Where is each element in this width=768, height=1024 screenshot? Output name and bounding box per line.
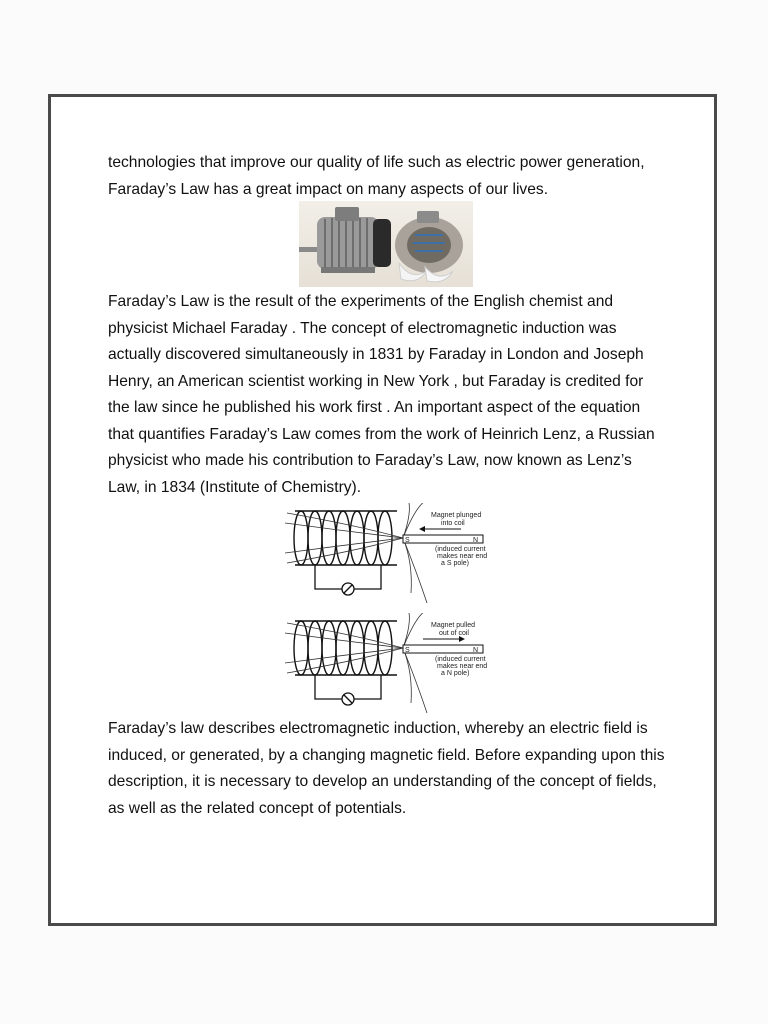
motors-illustration (299, 201, 473, 287)
paragraph-description: Faraday’s law describes electromagnetic induction, whereby an electric field is induced, or generated, by a changing magnetic field. Before expanding upon this description, it is necessary to develop an understanding of the concept of fields, as well as the related concept of potentials. (108, 720, 665, 817)
pole-n-label: N (473, 537, 479, 544)
diagram-label-1: Magnet pulled (431, 622, 475, 629)
diagram-label-2: into coil (441, 520, 465, 527)
pole-s-label: S (405, 537, 410, 544)
page-frame (48, 94, 717, 926)
paragraph-history: Faraday’s Law is the result of the experiments of the English chemist and physicist Michael Faraday . The concept of electromagnetic induction was actually discovered simultaneously in 1831 by Faraday in London and Joseph Henry, an American scientist working in New York , but Faraday is credited for the law since he published his work first . An important aspect of the equation that quantifies Faraday’s Law comes from the work of Heinrich Lenz, a Russian physicist who made his contribution to Faraday’s Law, now known as Lenz’s Law, in 1834 (Institute of Chemistry). (108, 293, 655, 496)
pole-n-label: N (473, 647, 479, 654)
induction-diagram-pulled (285, 613, 495, 713)
electric-motors-photo (299, 201, 473, 287)
diagram-note-3: a S pole) (441, 560, 470, 567)
diagram-note-3: a N pole) (441, 670, 470, 677)
pole-s-label: S (405, 647, 410, 654)
diagram-label-2: out of coil (439, 630, 469, 637)
diagram-label-1: Magnet plunged (431, 512, 482, 519)
diagram-note-2: makes near end (437, 553, 488, 560)
diagram-note-2: makes near end (437, 663, 488, 670)
diagram-note-1: (induced current (435, 546, 486, 553)
diagram-note-1: (induced current (435, 656, 486, 663)
paragraph-intro: technologies that improve our quality of life such as electric power generation, Faraday’s Law has a great impact on many aspects of our lives. (108, 154, 645, 198)
induction-diagram-plunged (285, 503, 495, 603)
